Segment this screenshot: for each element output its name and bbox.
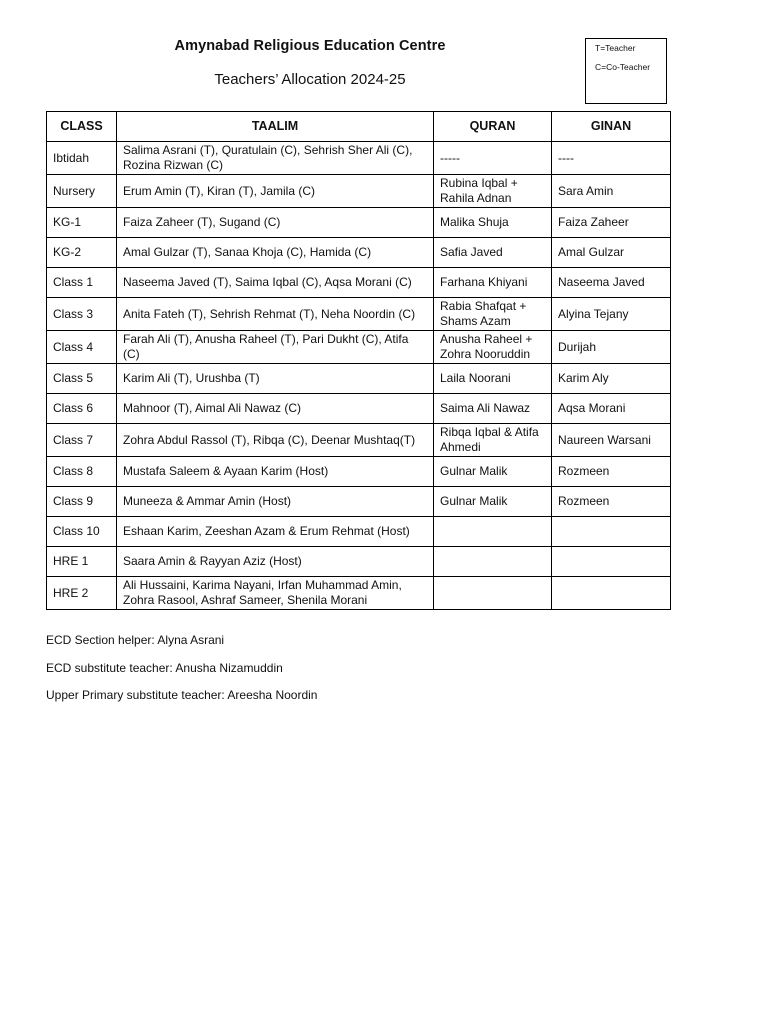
table-row: [47, 238, 671, 268]
cell-quran: Safia Javed: [434, 238, 552, 268]
table-row: [47, 268, 671, 298]
cell-ginan: Karim Aly: [552, 364, 671, 394]
cell-ginan: ----: [552, 142, 671, 175]
cell-class: KG-2: [47, 238, 117, 268]
cell-class: Class 7: [47, 424, 117, 457]
cell-quran: Rabia Shafqat + Shams Azam: [434, 298, 552, 331]
cell-quran: Gulnar Malik: [434, 457, 552, 487]
legend-teacher: T=Teacher: [595, 43, 636, 53]
cell-quran: Farhana Khiyani: [434, 268, 552, 298]
header-class: CLASS: [47, 112, 117, 142]
cell-ginan: Rozmeen: [552, 457, 671, 487]
cell-quran: [434, 577, 552, 610]
table-header-row: [47, 112, 671, 142]
cell-ginan: Amal Gulzar: [552, 238, 671, 268]
cell-class: Class 3: [47, 298, 117, 331]
table-row: [47, 457, 671, 487]
table-row: [47, 487, 671, 517]
cell-quran: [434, 517, 552, 547]
cell-taalim: Muneeza & Ammar Amin (Host): [117, 487, 434, 517]
legend-box: [585, 38, 667, 104]
table-row: [47, 175, 671, 208]
table-row: [47, 208, 671, 238]
note-ecd-helper: ECD Section helper: Alyna Asrani: [46, 633, 225, 647]
cell-taalim: Karim Ali (T), Urushba (T): [117, 364, 434, 394]
cell-quran: -----: [434, 142, 552, 175]
cell-quran: [434, 547, 552, 577]
note-ecd-substitute: ECD substitute teacher: Anusha Nizamuddin: [46, 660, 283, 675]
cell-ginan: Aqsa Morani: [552, 394, 671, 424]
cell-class: Class 5: [47, 364, 117, 394]
cell-class: KG-1: [47, 208, 117, 238]
cell-taalim: Salima Asrani (T), Quratulain (C), Sehrish Sher Ali (C), Rozina Rizwan (C): [117, 142, 434, 175]
table-row: [47, 424, 671, 457]
cell-class: Class 6: [47, 394, 117, 424]
allocation-table: [46, 111, 671, 610]
document-subtitle: Teachers’ Allocation 2024-25: [214, 71, 406, 88]
cell-ginan: Naureen Warsani: [552, 424, 671, 457]
table-row: [47, 547, 671, 577]
cell-ginan: [552, 547, 671, 577]
cell-taalim: Mustafa Saleem & Ayaan Karim (Host): [117, 457, 434, 487]
cell-ginan: [552, 577, 671, 610]
cell-class: Class 10: [47, 517, 117, 547]
table-row: [47, 142, 671, 175]
cell-taalim: Anita Fateh (T), Sehrish Rehmat (T), Neha Noordin (C): [117, 298, 434, 331]
cell-class: Class 1: [47, 268, 117, 298]
cell-taalim: Erum Amin (T), Kiran (T), Jamila (C): [117, 175, 434, 208]
cell-quran: Saima Ali Nawaz: [434, 394, 552, 424]
cell-quran: Ribqa Iqbal & Atifa Ahmedi: [434, 424, 552, 457]
cell-class: Class 8: [47, 457, 117, 487]
cell-class: HRE 2: [47, 577, 117, 610]
cell-quran: Rubina Iqbal + Rahila Adnan: [434, 175, 552, 208]
table-row: [47, 517, 671, 547]
cell-ginan: Alyina Tejany: [552, 298, 671, 331]
cell-quran: Gulnar Malik: [434, 487, 552, 517]
legend-co-teacher: C=Co-Teacher: [595, 62, 651, 72]
table-row: [47, 364, 671, 394]
header-ginan: GINAN: [552, 112, 671, 142]
cell-class: Ibtidah: [47, 142, 117, 175]
document-title: Amynabad Religious Education Centre: [174, 38, 446, 54]
table-row: [47, 331, 671, 364]
table-row: [47, 394, 671, 424]
cell-ginan: Faiza Zaheer: [552, 208, 671, 238]
cell-quran: Anusha Raheel + Zohra Nooruddin: [434, 331, 552, 364]
notes-section: [46, 633, 317, 716]
cell-quran: Laila Noorani: [434, 364, 552, 394]
cell-taalim: Farah Ali (T), Anusha Raheel (T), Pari Dukht (C), Atifa (C): [117, 331, 434, 364]
cell-class: Class 9: [47, 487, 117, 517]
cell-ginan: Sara Amin: [552, 175, 671, 208]
note-upper-primary-substitute: Upper Primary substitute teacher: Areesha Noordin: [46, 688, 318, 702]
table-row: [47, 577, 671, 610]
cell-taalim: Ali Hussaini, Karima Nayani, Irfan Muhammad Amin, Zohra Rasool, Ashraf Sameer, Shenila Morani: [117, 577, 434, 610]
header-taalim: TAALIM: [117, 112, 434, 142]
cell-taalim: Saara Amin & Rayyan Aziz (Host): [117, 547, 434, 577]
cell-ginan: Rozmeen: [552, 487, 671, 517]
cell-taalim: Amal Gulzar (T), Sanaa Khoja (C), Hamida (C): [117, 238, 434, 268]
cell-ginan: Durijah: [552, 331, 671, 364]
cell-class: HRE 1: [47, 547, 117, 577]
cell-ginan: [552, 517, 671, 547]
cell-class: Nursery: [47, 175, 117, 208]
cell-taalim: Zohra Abdul Rassol (T), Ribqa (C), Deenar Mushtaq(T): [117, 424, 434, 457]
cell-taalim: Faiza Zaheer (T), Sugand (C): [117, 208, 434, 238]
cell-taalim: Eshaan Karim, Zeeshan Azam & Erum Rehmat (Host): [117, 517, 434, 547]
header-quran: QURAN: [434, 112, 552, 142]
cell-taalim: Naseema Javed (T), Saima Iqbal (C), Aqsa Morani (C): [117, 268, 434, 298]
table-row: [47, 298, 671, 331]
cell-quran: Malika Shuja: [434, 208, 552, 238]
cell-class: Class 4: [47, 331, 117, 364]
cell-taalim: Mahnoor (T), Aimal Ali Nawaz (C): [117, 394, 434, 424]
cell-ginan: Naseema Javed: [552, 268, 671, 298]
